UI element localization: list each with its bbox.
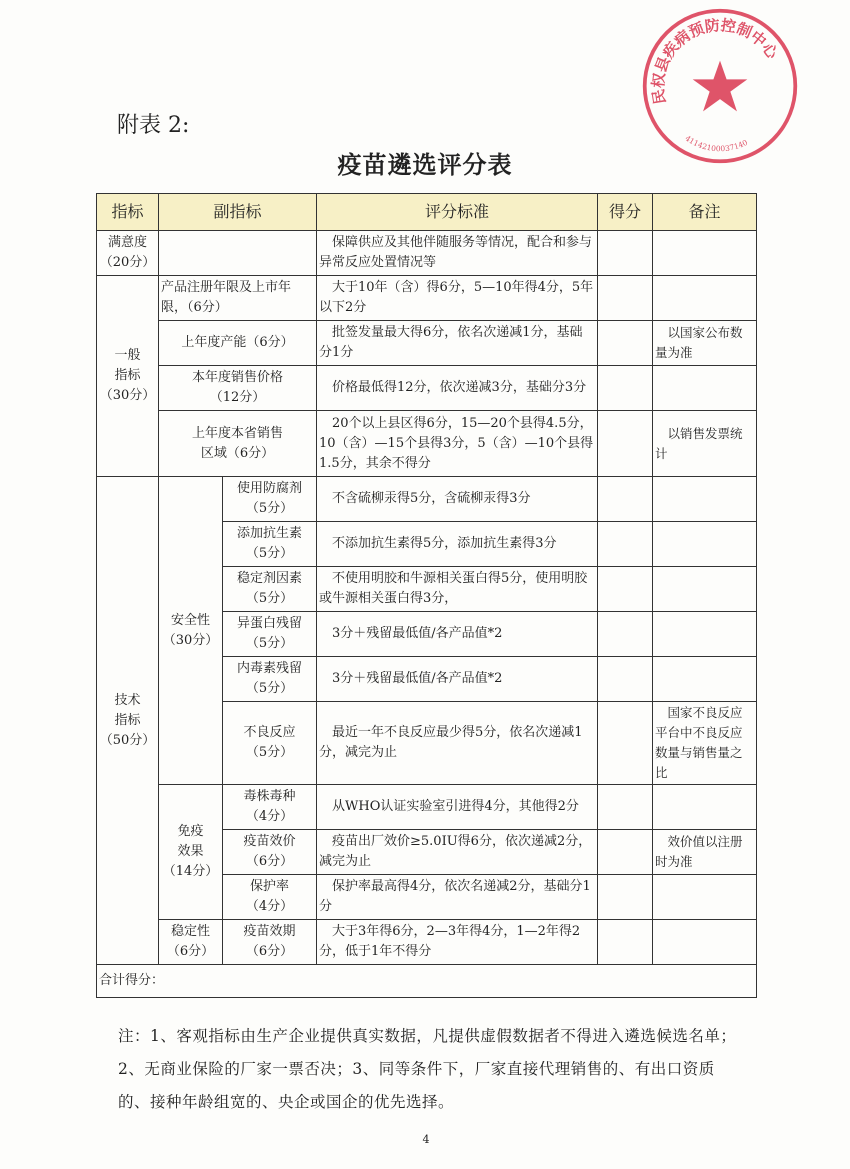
annex-label: 附表 2:: [117, 113, 190, 138]
score-cell[interactable]: [598, 321, 653, 366]
footnotes: 注：1、客观指标由生产企业提供真实数据，凡提供虚假数据者不得进入遴选候选名单；2、无商业保险的厂家一票否决；3、同等条件下，厂家直接代理销售的、有出口资质的、接种年龄组宽的、央企或国企的优先选择。: [118, 1027, 737, 1111]
group-name: 安全性: [170, 612, 210, 628]
indicator-satisfaction: [97, 231, 159, 276]
score-cell[interactable]: [598, 567, 653, 612]
remark-cell: [653, 276, 757, 321]
criteria-cell: 不添加抗生素得5分，添加抗生素得3分: [317, 522, 598, 567]
criteria-cell: 疫苗出厂效价≥5.0IU得6分，依次递减2分，减完为止: [317, 830, 598, 875]
group-points: （14分）: [162, 864, 219, 879]
remark-cell: 效价值以注册时为准: [653, 830, 757, 875]
svg-text:41142100037140: 41142100037140: [683, 133, 750, 154]
header-criteria: 评分标准: [317, 194, 598, 231]
indicator-label: 一般指标: [114, 348, 141, 383]
sub-indicator-points: （6分）: [245, 854, 294, 869]
remark-cell: [653, 477, 757, 522]
sub-indicator-label: 异蛋白残留: [237, 616, 303, 631]
criteria-cell: 大于10年（含）得6分，5—10年得4分，5年以下2分: [317, 276, 598, 321]
sub-indicator-cell: [223, 522, 317, 567]
score-cell[interactable]: [598, 231, 653, 276]
sub-indicator-cell: 产品注册年限及上市年限，（6分）: [159, 276, 317, 321]
technical-section: [97, 477, 757, 965]
sub-indicator-cell: [223, 657, 317, 702]
remark-cell: [653, 785, 757, 830]
sub-indicator-label: 稳定剂因素: [237, 571, 303, 586]
sub-indicator-label: 使用防腐剂: [237, 481, 303, 496]
score-cell[interactable]: [598, 411, 653, 477]
remark-cell: [653, 920, 757, 965]
criteria-cell: 3分＋残留最低值/各产品值*2: [317, 657, 598, 702]
document-body: [96, 193, 756, 1147]
sub-indicator-cell: [223, 830, 317, 875]
header-score: 得分: [598, 194, 653, 231]
sub-indicator-cell: [223, 920, 317, 965]
score-cell[interactable]: [598, 657, 653, 702]
sub-indicator-cell: [223, 785, 317, 830]
criteria-cell: 不使用明胶和牛源相关蛋白得5分，使用明胶或牛源相关蛋白得3分，: [317, 567, 598, 612]
table-row: [97, 785, 757, 830]
table-row: [97, 920, 757, 965]
page-number: 4: [422, 1133, 430, 1146]
group-name: 免疫效果: [177, 824, 204, 859]
sub-indicator-points: （4分）: [245, 899, 294, 914]
criteria-cell: 大于3年得6分，2—3年得4分，1—2年得2分，低于1年不得分: [317, 920, 598, 965]
official-seal: [640, 6, 800, 166]
score-cell[interactable]: [598, 702, 653, 785]
sub-indicator-label: 添加抗生素: [237, 526, 303, 541]
indicator-general: [97, 276, 159, 477]
sub-indicator-label: 保护率: [250, 879, 290, 894]
sub-indicator-cell: [223, 702, 317, 785]
criteria-cell: 保障供应及其他伴随服务等情况，配合和参与异常反应处置情况等: [317, 231, 598, 276]
group-points: （6分）: [166, 944, 215, 959]
table-row: [97, 411, 757, 477]
scoring-table: [96, 193, 757, 998]
group-cell: [159, 785, 223, 920]
document-title: 疫苗遴选评分表: [337, 150, 513, 179]
table-row: [97, 321, 757, 366]
indicator-points: （50分）: [99, 732, 156, 748]
remark-cell: [653, 875, 757, 920]
sub-indicator-cell: 上年度产能（6分）: [159, 321, 317, 366]
sub-indicator-cell: [223, 477, 317, 522]
remark-cell: [653, 231, 757, 276]
svg-text:民权县疾病预防控制中心: 民权县疾病预防控制中心: [649, 16, 782, 106]
sub-indicator-points: （5分）: [245, 546, 294, 561]
criteria-cell: 保护率最高得4分，依次名递减2分，基础分1分: [317, 875, 598, 920]
indicator-label: 技术指标: [114, 692, 141, 728]
indicator-points: （30分）: [99, 388, 156, 403]
group-points: （30分）: [162, 632, 219, 648]
sub-indicator-points: （4分）: [245, 809, 294, 824]
criteria-cell: 从WHO认证实验室引进得4分，其他得2分: [317, 785, 598, 830]
score-cell[interactable]: [598, 785, 653, 830]
remark-cell: [653, 657, 757, 702]
score-cell[interactable]: [598, 477, 653, 522]
sub-indicator-cell: [223, 567, 317, 612]
remark-cell: [653, 612, 757, 657]
star-icon: [693, 61, 748, 112]
remark-cell: 国家不良反应平台中不良反应数量与销售量之比: [653, 702, 757, 785]
sub-indicator-points: （5分）: [245, 745, 294, 760]
remark-cell: 以销售发票统计: [653, 411, 757, 477]
score-cell[interactable]: [598, 612, 653, 657]
sub-indicator-label: 疫苗效价: [243, 834, 296, 849]
criteria-cell: 最近一年不良反应最少得5分，依名次递减1分，减完为止: [317, 702, 598, 785]
sub-indicator-label: 内毒素残留: [237, 661, 303, 676]
remark-cell: [653, 522, 757, 567]
score-cell[interactable]: [598, 366, 653, 411]
sub-indicator-points: （6分）: [245, 944, 294, 959]
score-cell[interactable]: [598, 276, 653, 321]
header-remarks: 备注: [653, 194, 757, 231]
remark-cell: [653, 366, 757, 411]
table-row: [97, 477, 757, 522]
group-cell: [159, 477, 223, 785]
remark-cell: 以国家公布数量为准: [653, 321, 757, 366]
table-row: [97, 231, 757, 276]
score-cell[interactable]: [598, 830, 653, 875]
score-cell[interactable]: [598, 875, 653, 920]
table-row: [97, 366, 757, 411]
indicator-label: 满意度: [107, 235, 147, 250]
indicator-technical: [97, 477, 159, 965]
score-cell[interactable]: [598, 920, 653, 965]
sub-indicator-points: （5分）: [245, 591, 294, 606]
total-row: [97, 965, 757, 998]
sub-indicator-cell: 上年度本省销售区域（6分）: [159, 411, 317, 477]
sub-indicator-cell: 本年度销售价格（12分）: [159, 366, 317, 411]
header-indicator: 指标: [97, 194, 159, 231]
total-score-label[interactable]: 合计得分：: [97, 965, 757, 998]
criteria-cell: 3分＋残留最低值/各产品值*2: [317, 612, 598, 657]
criteria-cell: 不含硫柳汞得5分，含硫柳汞得3分: [317, 477, 598, 522]
sub-indicator-points: （5分）: [245, 501, 294, 516]
sub-indicator-label: 疫苗效期: [243, 924, 296, 939]
group-name: 稳定性: [170, 924, 210, 939]
remark-cell: [653, 567, 757, 612]
criteria-cell: 20个以上县区得6分，15—20个县得4.5分，10（含）—15个县得3分，5（含）—10个县得1.5分，其余不得分: [317, 411, 598, 477]
sub-indicator-points: （5分）: [245, 681, 294, 696]
sub-indicator-cell: [159, 231, 317, 276]
sub-indicator-label: 不良反应: [243, 725, 296, 740]
group-cell: [159, 920, 223, 965]
criteria-cell: 价格最低得12分，依次递减3分，基础分3分: [317, 366, 598, 411]
indicator-points: （20分）: [99, 255, 156, 270]
sub-indicator-cell: [223, 875, 317, 920]
sub-indicator-cell: [223, 612, 317, 657]
header-sub-indicator: 副指标: [159, 194, 317, 231]
table-header: [97, 194, 757, 231]
criteria-cell: 批签发量最大得6分，依名次递减1分，基础分1分: [317, 321, 598, 366]
table-row: [97, 276, 757, 321]
sub-indicator-points: （5分）: [245, 636, 294, 651]
sub-indicator-label: 毒株毒种: [243, 789, 296, 804]
score-cell[interactable]: [598, 522, 653, 567]
